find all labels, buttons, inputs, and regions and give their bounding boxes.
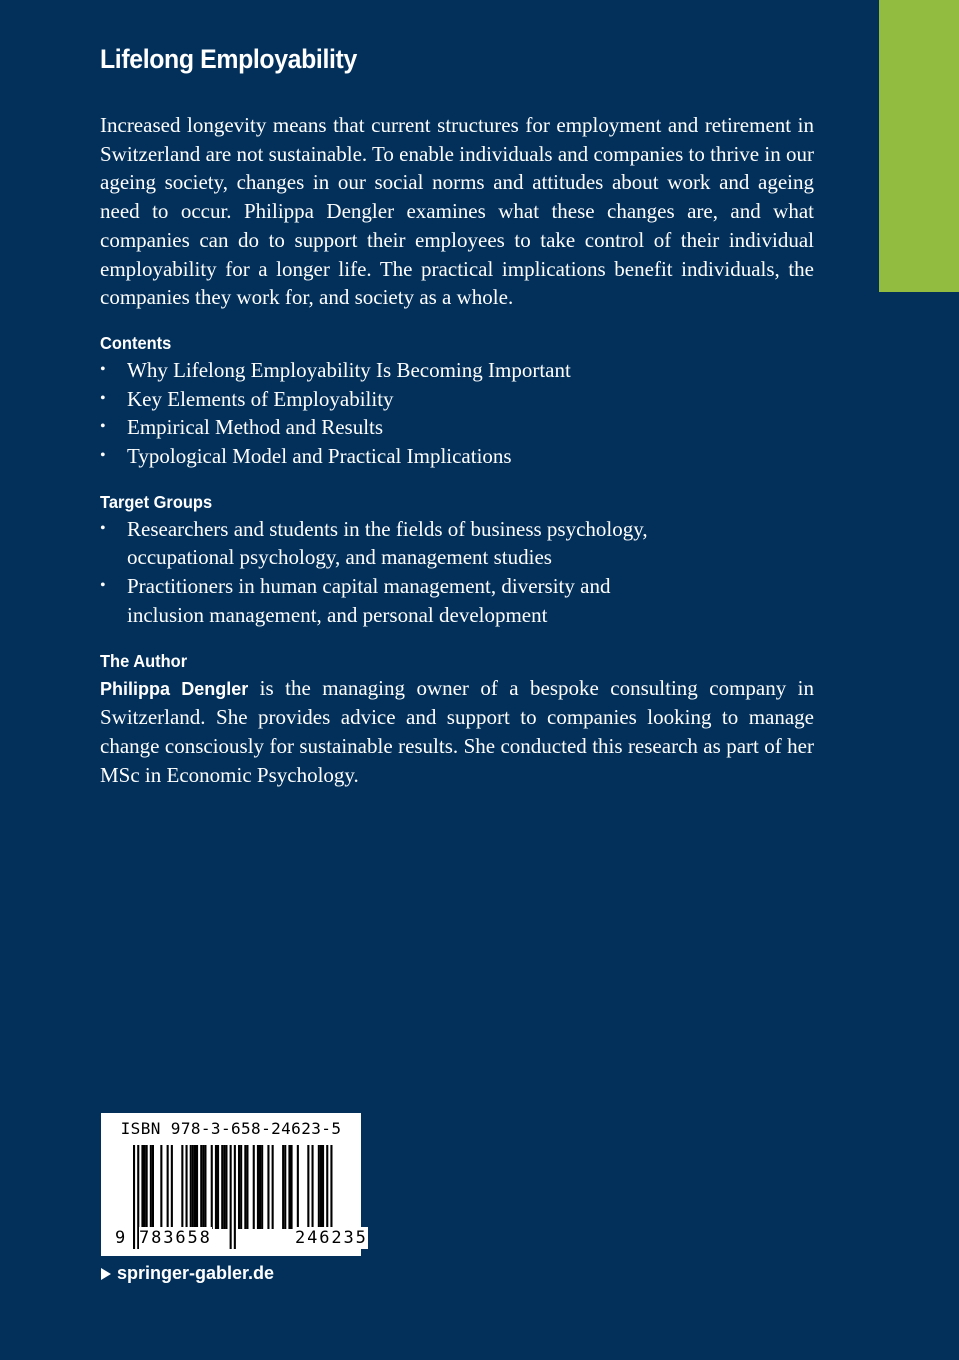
- list-item: [100, 515, 687, 572]
- barcode-bar: [234, 1145, 236, 1249]
- barcode-bar: [322, 1145, 324, 1229]
- barcode-bar: [204, 1145, 206, 1229]
- list-item: [100, 356, 814, 385]
- list-item-text: Empirical Method and Results: [127, 415, 384, 440]
- barcode-bar: [253, 1145, 255, 1229]
- contents-heading: Contents: [100, 332, 172, 353]
- target-groups-list: [100, 515, 814, 630]
- barcode-bar: [217, 1145, 219, 1229]
- bullet-icon: •: [100, 418, 106, 436]
- barcode-bar: [171, 1145, 173, 1229]
- barcode-bar: [288, 1145, 290, 1229]
- barcode-bar: [194, 1145, 196, 1229]
- list-item-text: Typological Model and Practical Implications: [127, 444, 512, 469]
- barcode-bar: [144, 1145, 146, 1229]
- barcode-bar: [259, 1145, 261, 1229]
- barcode-bar: [200, 1145, 202, 1229]
- list-item: [100, 442, 814, 471]
- back-cover-content: [100, 111, 814, 789]
- bullet-icon: •: [100, 447, 106, 465]
- barcode-bar: [284, 1145, 286, 1229]
- barcode-lead-digit: 9: [115, 1228, 126, 1248]
- list-item-text: Practitioners in human capital management, diversity and inclusion management, and personal development: [127, 574, 611, 627]
- barcode-bar: [291, 1145, 293, 1229]
- barcode-bar: [192, 1145, 194, 1229]
- publisher-website: [101, 1261, 274, 1285]
- barcode-left-digits: 783658: [139, 1228, 212, 1248]
- barcode-bar: [320, 1145, 322, 1229]
- author-name: Philippa Dengler: [100, 678, 249, 699]
- barcode-bar: [141, 1145, 143, 1229]
- list-item: [100, 413, 814, 442]
- contents-list: [100, 356, 814, 471]
- isbn-label: ISBN 978-3-658-24623-5: [120, 1119, 342, 1138]
- author-heading: The Author: [100, 650, 188, 671]
- barcode-bar: [282, 1145, 284, 1229]
- list-item-text: Why Lifelong Employability Is Becoming Important: [127, 357, 571, 382]
- bullet-icon: •: [100, 577, 106, 595]
- bullet-icon: •: [100, 389, 106, 407]
- barcode-bar: [261, 1145, 263, 1229]
- barcode-bar: [133, 1145, 135, 1249]
- barcode-bar: [307, 1145, 309, 1229]
- barcode-bar: [150, 1145, 152, 1229]
- list-item-text: Researchers and students in the fields of business psychology, occupational psychology, and management studies: [127, 516, 648, 570]
- list-item: [100, 385, 814, 414]
- barcode-bar: [202, 1145, 204, 1229]
- barcode-bar: [225, 1145, 227, 1229]
- barcode-bar: [238, 1145, 240, 1229]
- barcode-bar: [318, 1145, 320, 1229]
- barcode-bar: [152, 1145, 154, 1229]
- author-bio: [100, 674, 814, 790]
- barcode-bar: [186, 1145, 188, 1229]
- barcode-bar: [312, 1145, 314, 1229]
- accent-color-bar: [879, 0, 959, 292]
- list-item: [100, 572, 627, 629]
- barcode-bar: [181, 1145, 183, 1229]
- barcode-bar: [267, 1145, 269, 1229]
- barcode-bar: [160, 1145, 162, 1229]
- isbn-barcode: [101, 1113, 368, 1256]
- barcode-bar: [196, 1145, 198, 1229]
- barcode-bar: [272, 1145, 274, 1229]
- bullet-icon: •: [100, 519, 106, 537]
- barcode-bar: [215, 1145, 217, 1229]
- list-item-text: Key Elements of Employability: [127, 386, 394, 411]
- arrow-right-icon: [101, 1268, 111, 1280]
- barcode-bar: [190, 1145, 192, 1229]
- barcode-right-digits: 246235: [295, 1228, 368, 1248]
- publisher-website-text: springer-gabler.de: [117, 1263, 275, 1283]
- author-bio-text: is the managing owner of a bespoke consulting company in Switzerland. She provides advice and support to companies looking to manage change consciously for sustainable results. She conducted this research as part of her MSc in Economic Psychology.: [100, 675, 814, 787]
- book-blurb: Increased longevity means that current structures for employment and retirement in Switzerland are not sustainable. To enable individuals and companies to thrive in our ageing society, changes in our social norms and attitudes about work and ageing need to occur. Philippa Dengler examines what these changes are, and what companies can do to support their employees to take control of their individual employability for a longer life. The practical implications benefit individuals, the companies they work for, and society as a whole.: [100, 113, 814, 310]
- bullet-icon: •: [100, 360, 106, 378]
- barcode-bar: [146, 1145, 148, 1229]
- barcode-bar: [297, 1145, 299, 1229]
- book-title: Lifelong Employability: [100, 44, 357, 74]
- barcode-bar: [246, 1145, 248, 1229]
- barcode-bar: [257, 1145, 259, 1229]
- barcode-bar: [240, 1145, 242, 1229]
- barcode-bar: [167, 1145, 169, 1229]
- barcode-bar: [223, 1145, 225, 1229]
- barcode-bar: [244, 1145, 246, 1229]
- target-groups-heading: Target Groups: [100, 491, 213, 512]
- barcode-bar: [211, 1145, 213, 1229]
- barcode-bar: [230, 1145, 232, 1249]
- barcode-bar: [221, 1145, 223, 1229]
